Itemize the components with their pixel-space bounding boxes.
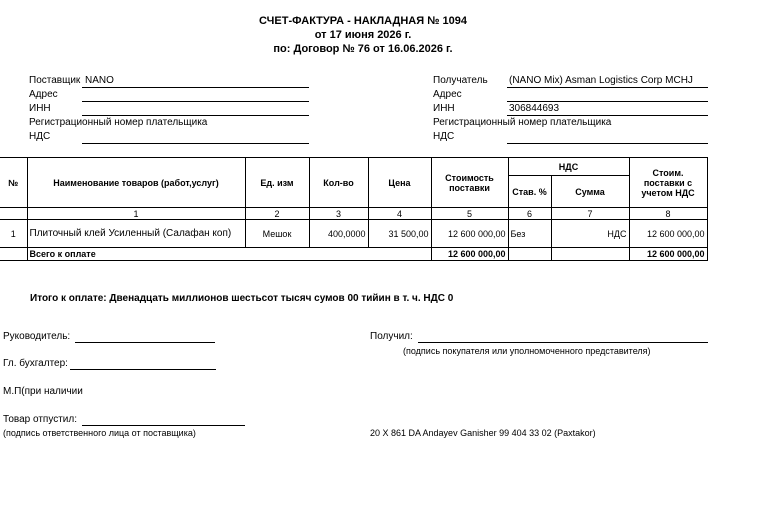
recipient-address-line	[507, 101, 708, 102]
accountant-label: Гл. бухгалтер:	[3, 358, 68, 369]
column-numbers-row	[0, 208, 707, 220]
recipient-label: Получатель	[433, 75, 488, 86]
supplier-nds-label: НДС	[29, 131, 51, 142]
total-cost: 12 600 000,00	[431, 248, 508, 261]
contact-info: 20 X 861 DA Andayev Ganisher 99 404 33 02 (Paxtakor)	[370, 428, 596, 438]
col-number: 5	[431, 208, 508, 220]
recipient-inn-value: 306844693	[509, 103, 560, 114]
invoice-date: от 17 июня 2026 г.	[314, 29, 412, 41]
director-signature-line	[75, 342, 215, 343]
invoice-contract: по: Договор № 76 от 16.06.2026 г.	[273, 43, 453, 55]
col-number: 3	[309, 208, 368, 220]
header-price: Цена	[368, 158, 431, 208]
header-name: Наименование товаров (работ,услуг)	[27, 158, 245, 208]
header-vat: НДС	[508, 158, 629, 176]
recipient-address-label: Адрес	[433, 89, 462, 100]
received-note: (подпись покупателя или уполномоченного представителя)	[403, 346, 651, 356]
header-unit: Ед. изм	[245, 158, 309, 208]
recipient-inn-label: ИНН	[433, 103, 455, 114]
supplier-underline	[82, 87, 309, 88]
supplier-inn-line	[82, 115, 309, 116]
supplier-address-line	[82, 101, 309, 102]
header-total: Стоим. поставки с учетом НДС	[629, 158, 707, 208]
col-number: 4	[368, 208, 431, 220]
invoice-table	[0, 157, 708, 261]
row-total: 12 600 000,00	[629, 220, 707, 248]
recipient-nds-line	[507, 143, 708, 144]
row-unit: Мешок	[245, 220, 309, 248]
total-with-vat: 12 600 000,00	[629, 248, 707, 261]
recipient-reg-label: Регистрационный номер плательщика	[433, 117, 612, 128]
col-number: 8	[629, 208, 707, 220]
summary-text: Итого к оплате: Двенадцать миллионов шестьсот тысяч сумов 00 тийин в т. ч. НДС 0	[30, 293, 454, 304]
recipient-inn-line	[507, 115, 708, 116]
header-qty: Кол-во	[309, 158, 368, 208]
supplier-value: NANO	[85, 75, 114, 86]
row-num: 1	[0, 220, 27, 248]
director-label: Руководитель:	[3, 331, 71, 342]
col-number: 2	[245, 208, 309, 220]
supplier-label: Поставщик	[29, 75, 81, 86]
released-note: (подпись ответственного лица от поставщика)	[3, 428, 196, 438]
table-row	[0, 220, 707, 248]
stamp-label: М.П(при наличии	[3, 386, 83, 397]
accountant-signature-line	[70, 369, 216, 370]
row-cost: 12 600 000,00	[431, 220, 508, 248]
invoice-title: СЧЕТ-ФАКТУРА - НАКЛАДНАЯ № 1094	[259, 15, 467, 27]
row-vat-rate: Без	[508, 220, 551, 248]
released-signature-line	[82, 425, 245, 426]
row-name: Плиточный клей Усиленный (Салафан коп)	[27, 220, 245, 248]
col-number: 6	[508, 208, 551, 220]
supplier-inn-label: ИНН	[29, 103, 51, 114]
col-number: 1	[27, 208, 245, 220]
received-signature-line	[418, 342, 708, 343]
received-label: Получил:	[370, 331, 413, 342]
header-cost: Стоимость поставки	[431, 158, 508, 208]
released-label: Товар отпустил:	[3, 414, 77, 425]
row-price: 31 500,00	[368, 220, 431, 248]
recipient-underline	[507, 87, 708, 88]
header-vat-rate: Став. %	[508, 176, 551, 208]
col-number: 7	[551, 208, 629, 220]
supplier-address-label: Адрес	[29, 89, 58, 100]
row-vat-sum: НДС	[551, 220, 629, 248]
supplier-nds-line	[82, 143, 309, 144]
recipient-value: (NANO Mix) Asman Logistics Corp MCHJ	[509, 75, 693, 86]
recipient-nds-label: НДС	[433, 131, 455, 142]
total-row	[0, 248, 707, 261]
header-num: №	[0, 158, 27, 208]
total-label: Всего к оплате	[27, 248, 431, 261]
row-qty: 400,0000	[309, 220, 368, 248]
supplier-reg-label: Регистрационный номер плательщика	[29, 117, 208, 128]
header-vat-sum: Сумма	[551, 176, 629, 208]
